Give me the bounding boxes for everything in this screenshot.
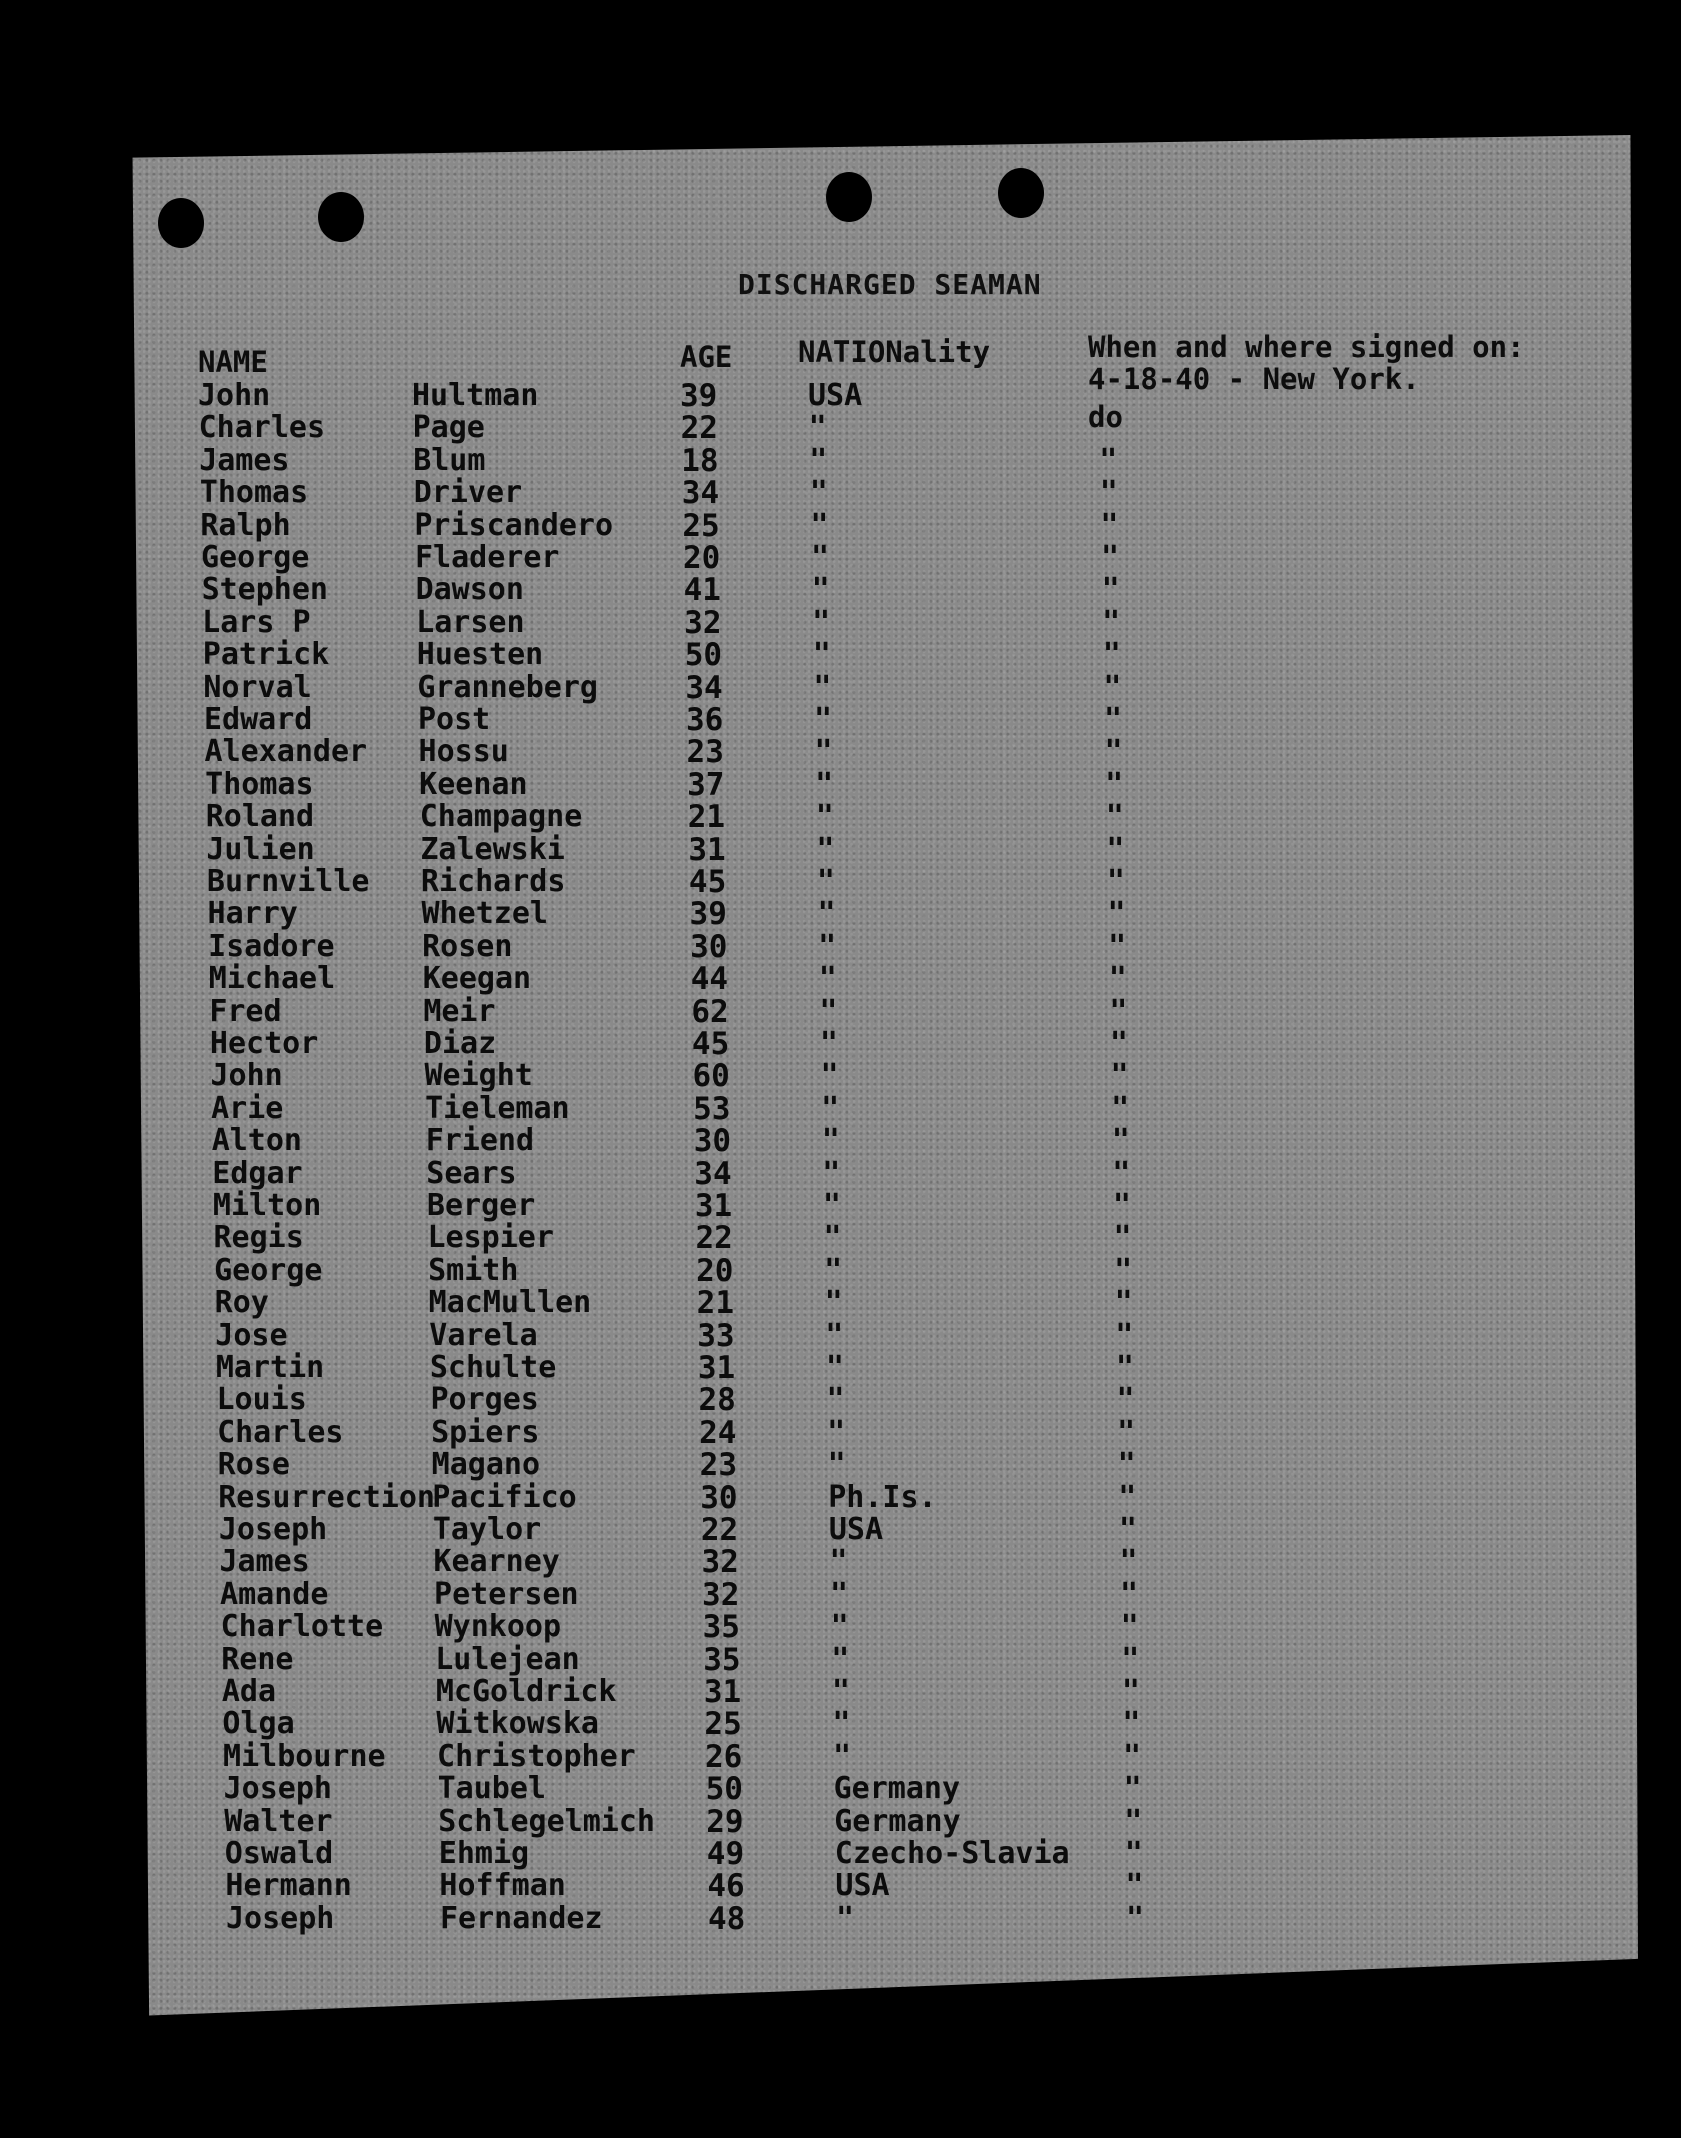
last-name-cell: Granneberg — [417, 669, 598, 705]
first-name-cell: Norval — [203, 669, 312, 705]
signed-on-cell: " — [1117, 1414, 1136, 1450]
last-name-cell: Smith — [428, 1252, 519, 1288]
first-name-cell: Julien — [206, 831, 315, 867]
first-name-cell: Thomas — [199, 475, 309, 511]
signed-on-cell: " — [1120, 1609, 1139, 1645]
first-name-cell: Burnville — [206, 864, 370, 899]
first-name-cell: Isadore — [208, 928, 335, 964]
first-name-cell: Milton — [212, 1188, 322, 1223]
signed-on-cell: " — [1122, 1706, 1141, 1742]
age-cell: 29 — [706, 1803, 744, 1840]
last-name-cell: Huesten — [416, 637, 544, 673]
last-name-cell: Dawson — [415, 572, 524, 608]
last-name-cell: Zalewski — [420, 831, 565, 867]
first-name-cell: John — [210, 1058, 283, 1094]
signed-on-cell: " — [1109, 1026, 1128, 1061]
age-cell: 31 — [703, 1674, 742, 1710]
punch-hole — [318, 192, 364, 242]
nationality-cell: " — [810, 507, 829, 543]
first-name-cell: Fred — [209, 993, 282, 1029]
age-cell: 32 — [701, 1544, 739, 1581]
age-cell: 34 — [681, 475, 720, 512]
first-name-cell: Charles — [198, 410, 326, 446]
age-cell: 31 — [694, 1188, 733, 1224]
age-cell: 36 — [685, 702, 724, 738]
last-name-cell: Magano — [431, 1447, 541, 1483]
age-cell: 53 — [693, 1090, 731, 1127]
first-name-cell: Michael — [208, 961, 336, 997]
age-cell: 39 — [689, 896, 727, 933]
nationality-cell: " — [811, 572, 830, 608]
last-name-cell: Wynkoop — [434, 1609, 562, 1645]
last-name-cell: Petersen — [434, 1576, 579, 1612]
age-cell: 41 — [683, 572, 721, 609]
first-name-cell: Roland — [205, 799, 315, 835]
age-cell: 50 — [705, 1771, 743, 1808]
first-name-cell: James — [199, 442, 290, 478]
signed-on-cell: " — [1124, 1803, 1143, 1839]
nationality-cell: " — [817, 896, 836, 932]
first-name-cell: Amande — [220, 1576, 329, 1612]
last-name-cell: Larsen — [416, 604, 525, 640]
last-name-cell: MacMullen — [428, 1285, 592, 1321]
age-cell: 34 — [685, 669, 723, 706]
age-cell: 24 — [699, 1414, 737, 1451]
nationality-cell: USA — [808, 378, 863, 413]
nationality-cell: " — [813, 669, 832, 705]
nationality-cell: " — [819, 993, 838, 1029]
signed-on-ditto-entry: do — [1088, 400, 1123, 434]
last-name-cell: Driver — [413, 475, 523, 511]
nationality-cell: " — [813, 702, 833, 737]
first-name-cell: Thomas — [205, 766, 314, 802]
signed-on-first-entry: 4-18-40 - New York. — [1088, 362, 1420, 396]
column-header-age: AGE — [680, 340, 733, 374]
signed-on-cell: " — [1123, 1738, 1142, 1774]
nationality-cell: " — [812, 637, 831, 673]
signed-on-cell: " — [1101, 572, 1120, 608]
first-name-cell: Jose — [215, 1317, 288, 1353]
last-name-cell: Varela — [429, 1317, 538, 1353]
age-cell: 39 — [680, 378, 718, 414]
first-name-cell: Milbourne — [223, 1738, 386, 1774]
nationality-cell: " — [836, 1900, 855, 1936]
nationality-cell: " — [832, 1706, 851, 1742]
signed-on-cell: " — [1105, 766, 1124, 802]
last-name-cell: Porges — [430, 1382, 539, 1418]
column-header-name: NAME — [198, 345, 268, 379]
last-name-cell: Kearney — [433, 1544, 560, 1580]
first-name-cell: Ada — [221, 1674, 277, 1709]
signed-on-cell: " — [1108, 928, 1127, 964]
signed-on-cell: " — [1100, 540, 1120, 575]
age-cell: 28 — [698, 1382, 736, 1419]
first-name-cell: Charles — [217, 1414, 344, 1450]
first-name-cell: Joseph — [226, 1900, 335, 1936]
first-name-cell: Edward — [203, 702, 313, 737]
first-name-cell: Lars P — [202, 604, 311, 640]
first-name-cell: Alton — [211, 1123, 302, 1159]
nationality-cell: " — [833, 1738, 852, 1774]
nationality-cell: " — [815, 799, 834, 835]
first-name-cell: John — [198, 378, 271, 413]
signed-on-cell: " — [1108, 961, 1127, 997]
first-name-cell: Roy — [214, 1285, 269, 1321]
last-name-cell: Christopher — [437, 1738, 636, 1774]
signed-on-cell: " — [1112, 1155, 1131, 1191]
last-name-cell: McGoldrick — [435, 1674, 617, 1709]
signed-on-cell: " — [1114, 1252, 1133, 1288]
last-name-cell: Friend — [425, 1123, 535, 1159]
last-name-cell: Fladerer — [414, 540, 560, 575]
age-cell: 37 — [687, 766, 725, 803]
first-name-cell: Olga — [222, 1706, 295, 1742]
last-name-cell: Taylor — [432, 1512, 542, 1547]
nationality-cell: Czecho-Slavia — [834, 1836, 1070, 1871]
signed-on-cell: " — [1121, 1641, 1140, 1677]
age-cell: 23 — [686, 734, 724, 771]
last-name-cell: Whetzel — [421, 896, 548, 932]
signed-on-cell: " — [1112, 1188, 1131, 1223]
signed-on-cell: " — [1103, 669, 1122, 705]
age-cell: 30 — [690, 928, 728, 965]
signed-on-cell: " — [1102, 604, 1121, 640]
age-cell: 33 — [697, 1317, 735, 1354]
signed-on-cell: " — [1109, 993, 1128, 1029]
nationality-cell: " — [823, 1220, 842, 1256]
nationality-cell: " — [830, 1609, 849, 1645]
age-cell: 44 — [690, 961, 729, 998]
first-name-cell: Hector — [209, 1026, 319, 1061]
nationality-cell: " — [830, 1576, 849, 1612]
first-name-cell: Resurrection — [218, 1479, 435, 1515]
signed-on-cell: " — [1126, 1900, 1145, 1936]
last-name-cell: Lespier — [427, 1220, 554, 1256]
age-cell: 49 — [706, 1836, 745, 1872]
signed-on-cell: " — [1123, 1771, 1142, 1807]
age-cell: 35 — [703, 1641, 741, 1678]
signed-on-cell: " — [1113, 1220, 1132, 1256]
first-name-cell: Charlotte — [220, 1609, 384, 1645]
nationality-cell: " — [820, 1058, 839, 1094]
nationality-cell: " — [831, 1674, 850, 1709]
first-name-cell: James — [219, 1544, 310, 1580]
last-name-cell: Pacifico — [432, 1479, 577, 1515]
signed-on-cell: " — [1111, 1090, 1130, 1126]
first-name-cell: Ralph — [200, 507, 291, 543]
signed-on-cell: " — [1119, 1544, 1138, 1580]
signed-on-cell: " — [1118, 1479, 1137, 1515]
last-name-cell: Keegan — [422, 961, 532, 997]
last-name-cell: Post — [417, 702, 491, 737]
punch-hole — [158, 198, 204, 248]
signed-on-cell: " — [1124, 1836, 1143, 1871]
nationality-cell: " — [827, 1447, 846, 1483]
nationality-cell: " — [824, 1252, 843, 1288]
nationality-cell: Germany — [833, 1771, 961, 1807]
first-name-cell: Martin — [215, 1350, 325, 1385]
nationality-cell: " — [825, 1317, 844, 1353]
age-cell: 48 — [708, 1900, 746, 1937]
nationality-cell: " — [812, 604, 831, 640]
nationality-cell: " — [819, 1026, 838, 1061]
last-name-cell: Richards — [420, 864, 566, 899]
signed-on-cell: " — [1100, 507, 1119, 543]
nationality-cell: " — [822, 1188, 841, 1223]
age-cell: 20 — [696, 1252, 734, 1289]
last-name-cell: Sears — [426, 1155, 517, 1191]
last-name-cell: Ehmig — [438, 1836, 530, 1871]
nationality-cell: " — [815, 766, 834, 802]
signed-on-cell: " — [1115, 1350, 1134, 1385]
last-name-cell: Schulte — [429, 1350, 557, 1385]
last-name-cell: Champagne — [419, 799, 583, 835]
last-name-cell: Spiers — [431, 1414, 540, 1450]
nationality-cell: " — [825, 1350, 844, 1385]
column-header-nationality: NATIONality — [798, 335, 991, 369]
nationality-cell: " — [831, 1641, 850, 1677]
signed-on-cell: " — [1099, 475, 1118, 511]
signed-on-cell: " — [1105, 799, 1124, 835]
signed-on-cell: " — [1118, 1512, 1137, 1547]
nationality-cell: USA — [828, 1512, 884, 1547]
nationality-cell: " — [818, 928, 837, 964]
signed-on-cell: " — [1103, 702, 1123, 737]
punch-hole — [826, 172, 872, 222]
first-name-cell: Joseph — [223, 1771, 332, 1807]
last-name-cell: Tieleman — [425, 1090, 570, 1126]
signed-on-cell: " — [1120, 1576, 1139, 1612]
nationality-cell: " — [829, 1544, 848, 1580]
first-name-cell: Patrick — [202, 637, 330, 673]
age-cell: 34 — [694, 1155, 732, 1192]
first-name-cell: Edgar — [212, 1155, 303, 1191]
first-name-cell: George — [214, 1252, 323, 1288]
age-cell: 32 — [702, 1576, 740, 1613]
first-name-cell: George — [200, 540, 310, 575]
nationality-cell: " — [821, 1123, 840, 1159]
last-name-cell: Page — [412, 410, 485, 446]
age-cell: 30 — [700, 1479, 738, 1516]
nationality-cell: " — [827, 1414, 846, 1450]
age-cell: 31 — [697, 1350, 736, 1386]
last-name-cell: Berger — [426, 1188, 536, 1223]
nationality-cell: " — [809, 442, 828, 478]
first-name-cell: Rene — [221, 1641, 294, 1677]
signed-on-cell: " — [1106, 831, 1125, 867]
nationality-cell: " — [814, 734, 833, 770]
nationality-cell: " — [822, 1155, 841, 1191]
signed-on-cell: " — [1106, 864, 1125, 899]
signed-on-cell: " — [1116, 1382, 1135, 1418]
age-cell: 45 — [688, 864, 727, 900]
nationality-cell: " — [821, 1090, 840, 1126]
first-name-cell: Harry — [207, 896, 298, 932]
last-name-cell: Rosen — [422, 928, 513, 964]
age-cell: 21 — [696, 1285, 734, 1322]
document-title: DISCHARGED SEAMAN — [738, 268, 1042, 301]
age-cell: 46 — [707, 1868, 745, 1905]
last-name-cell: Lulejean — [435, 1641, 580, 1677]
age-cell: 20 — [682, 540, 721, 576]
signed-on-cell: " — [1104, 734, 1123, 770]
age-cell: 25 — [704, 1706, 742, 1743]
last-name-cell: Priscandero — [414, 507, 614, 543]
age-cell: 60 — [692, 1058, 730, 1095]
first-name-cell: Joseph — [218, 1512, 328, 1547]
age-cell: 32 — [684, 604, 722, 641]
age-cell: 18 — [681, 442, 719, 479]
last-name-cell: Weight — [424, 1058, 533, 1094]
first-name-cell: Alexander — [204, 734, 368, 770]
last-name-cell: Keenan — [419, 766, 528, 802]
age-cell: 30 — [693, 1123, 732, 1160]
age-cell: 62 — [691, 993, 729, 1030]
first-name-cell: Walter — [224, 1803, 333, 1839]
signed-on-cell: " — [1110, 1058, 1129, 1094]
signed-on-cell: " — [1115, 1317, 1134, 1353]
first-name-cell: Hermann — [225, 1868, 352, 1904]
last-name-cell: Hossu — [418, 734, 509, 770]
first-name-cell: Stephen — [201, 572, 328, 608]
signed-on-cell: " — [1107, 896, 1126, 932]
signed-on-cell: " — [1117, 1447, 1136, 1483]
age-cell: 45 — [691, 1026, 730, 1062]
signed-on-cell: " — [1121, 1674, 1140, 1709]
signed-on-cell: " — [1102, 637, 1121, 673]
last-name-cell: Hultman — [412, 378, 539, 413]
age-cell: 22 — [680, 410, 718, 447]
last-name-cell: Fernandez — [440, 1900, 603, 1936]
age-cell: 23 — [699, 1447, 737, 1484]
age-cell: 26 — [705, 1738, 743, 1775]
nationality-cell: " — [816, 831, 835, 867]
age-cell: 31 — [688, 831, 726, 868]
nationality-cell: " — [810, 540, 830, 575]
punch-hole — [998, 168, 1044, 218]
nationality-cell: Germany — [834, 1803, 961, 1839]
last-name-cell: Taubel — [437, 1771, 546, 1807]
nationality-cell: " — [824, 1285, 843, 1321]
nationality-cell: " — [818, 961, 837, 997]
nationality-cell: " — [826, 1382, 845, 1418]
age-cell: 50 — [684, 637, 723, 674]
first-name-cell: Regis — [213, 1220, 304, 1256]
signed-on-cell: " — [1125, 1868, 1144, 1904]
last-name-cell: Schlegelmich — [438, 1803, 655, 1839]
nationality-cell: " — [808, 410, 827, 446]
column-header-signed-on: When and where signed on: — [1088, 330, 1525, 364]
first-name-cell: Rose — [217, 1447, 290, 1483]
last-name-cell: Meir — [423, 993, 496, 1029]
last-name-cell: Hoffman — [439, 1868, 566, 1904]
age-cell: 21 — [687, 799, 726, 836]
last-name-cell: Diaz — [423, 1026, 497, 1061]
signed-on-cell: " — [1114, 1285, 1133, 1321]
nationality-cell: USA — [835, 1868, 890, 1904]
age-cell: 35 — [702, 1609, 740, 1646]
age-cell: 22 — [695, 1220, 733, 1257]
signed-on-cell: " — [1111, 1123, 1130, 1159]
first-name-cell: Louis — [216, 1382, 307, 1418]
nationality-cell: " — [816, 864, 835, 899]
last-name-cell: Blum — [413, 442, 486, 478]
first-name-cell: Arie — [211, 1090, 284, 1126]
signed-on-cell: " — [1099, 442, 1118, 478]
age-cell: 22 — [700, 1512, 739, 1548]
last-name-cell: Witkowska — [436, 1706, 599, 1742]
nationality-cell: " — [809, 475, 828, 511]
age-cell: 25 — [682, 507, 720, 544]
nationality-cell: Ph.Is. — [828, 1479, 937, 1515]
first-name-cell: Oswald — [224, 1836, 334, 1871]
